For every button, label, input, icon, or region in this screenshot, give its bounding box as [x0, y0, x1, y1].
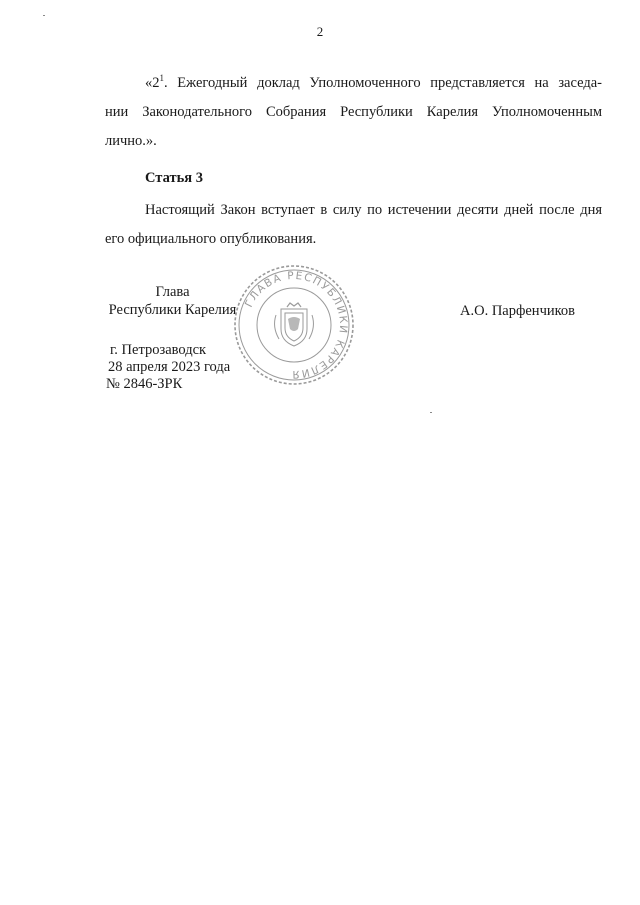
paragraph-line: нии Законодательного Собрания Республики Карелия Уполномоченным — [105, 104, 602, 120]
law-number: № 2846-ЗРК — [106, 376, 183, 392]
paragraph-amendment — [105, 69, 602, 156]
official-seal-stamp — [232, 263, 356, 387]
signatory-title-line: Глава — [155, 284, 190, 300]
seal-coat-of-arms-icon — [275, 303, 314, 346]
paragraph-line: лично.». — [105, 133, 157, 149]
place-and-date-block — [106, 342, 231, 393]
superscript-index: 1 — [159, 73, 164, 83]
paragraph-line: Настоящий Закон вступает в силу по истечении десяти дней после дня — [145, 202, 602, 218]
seal-inscription: ГЛАВА РЕСПУБЛИКИ КАРЕЛИЯ — [243, 269, 350, 381]
paragraph-entry-into-force — [105, 196, 602, 254]
signatory-title-line: Республики Карелия — [108, 302, 237, 318]
signatory-name: А.О. Парфенчиков — [460, 303, 576, 319]
paragraph-line: его официального опубликования. — [105, 231, 317, 247]
page-number: 2 — [316, 24, 324, 39]
signing-date: 28 апреля 2023 года — [108, 359, 231, 375]
signatory-title — [105, 283, 240, 319]
paragraph-line: «$2^1$. Ежегодный доклад Уполномоченного представляется на заседа- — [145, 73, 602, 91]
signing-city: г. Петрозаводск — [110, 342, 207, 358]
scan-artifact — [430, 412, 432, 413]
article-heading: Статья 3 — [145, 170, 203, 186]
scan-artifact — [43, 15, 45, 16]
